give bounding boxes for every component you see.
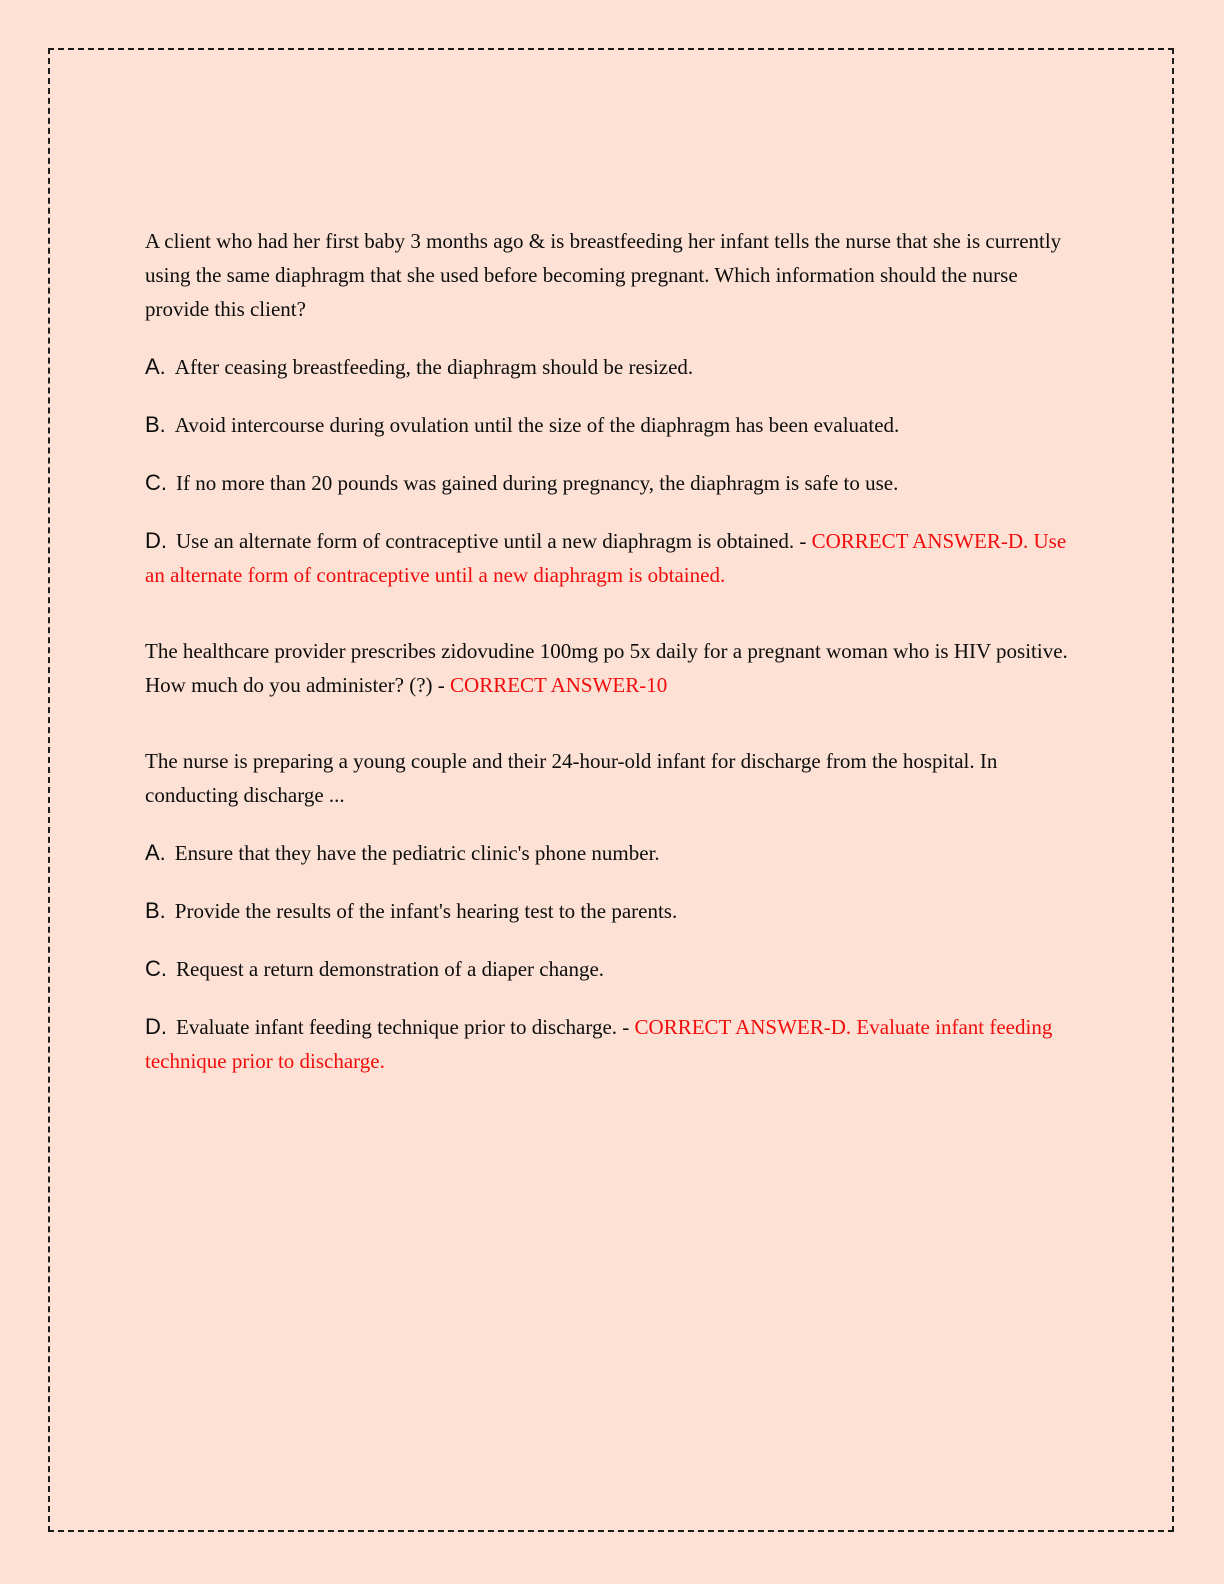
correct-answer-text: CORRECT ANSWER-D. Use an alternate form of contraceptive until a new diaphragm is obtained. [145, 529, 1067, 587]
question-stem [145, 224, 1083, 326]
document-content [145, 224, 1083, 1102]
answer-separator: - [432, 673, 451, 697]
correct-answer-text: CORRECT ANSWER-D. Evaluate infant feeding technique prior to discharge. [145, 1015, 1053, 1073]
option-letter: B. [145, 898, 166, 923]
answer-option [145, 894, 1083, 928]
answer-separator: - [617, 1015, 635, 1039]
answer-option [145, 1010, 1083, 1078]
question-stem [145, 634, 1083, 702]
option-text: Avoid intercourse during ovulation until the size of the diaphragm has been evaluated. [174, 413, 900, 437]
question-stem-text: A client who had her first baby 3 months ago & is breastfeeding her infant tells the nurse that she is currently using the same diaphragm that she used before becoming pregnant. Which information should the nurse provide this client? [145, 229, 1062, 321]
answer-option [145, 350, 1083, 384]
correct-answer-text: CORRECT ANSWER-10 [450, 673, 668, 697]
option-letter: A. [145, 840, 166, 865]
question-block-2 [145, 634, 1083, 702]
question-stem [145, 744, 1083, 812]
answer-option [145, 466, 1083, 500]
question-stem-text: The nurse is preparing a young couple and their 24-hour-old infant for discharge from the hospital. In conducting discharge ... [145, 749, 998, 807]
answer-option [145, 836, 1083, 870]
question-block-1 [145, 224, 1083, 592]
option-text: Evaluate infant feeding technique prior to discharge. [176, 1015, 618, 1039]
option-letter: C. [145, 956, 167, 981]
answer-option [145, 408, 1083, 442]
option-text: Use an alternate form of contraceptive until a new diaphragm is obtained. [176, 529, 795, 553]
option-letter: C. [145, 470, 167, 495]
option-text: Provide the results of the infant's hearing test to the parents. [174, 899, 678, 923]
option-text: If no more than 20 pounds was gained during pregnancy, the diaphragm is safe to use. [176, 471, 899, 495]
option-letter: D. [145, 528, 167, 553]
option-letter: D. [145, 1014, 167, 1039]
answer-option [145, 952, 1083, 986]
option-letter: B. [145, 412, 166, 437]
question-stem-text: The healthcare provider prescribes zidovudine 100mg po 5x daily for a pregnant woman who is HIV positive. How much do you administer? (?) [145, 639, 1068, 697]
option-letter: A. [145, 354, 166, 379]
question-block-3 [145, 744, 1083, 1078]
option-text: Request a return demonstration of a diaper change. [176, 957, 605, 981]
answer-option [145, 524, 1083, 592]
option-text: Ensure that they have the pediatric clinic's phone number. [174, 841, 660, 865]
option-text: After ceasing breastfeeding, the diaphragm should be resized. [174, 355, 694, 379]
answer-separator: - [794, 529, 812, 553]
